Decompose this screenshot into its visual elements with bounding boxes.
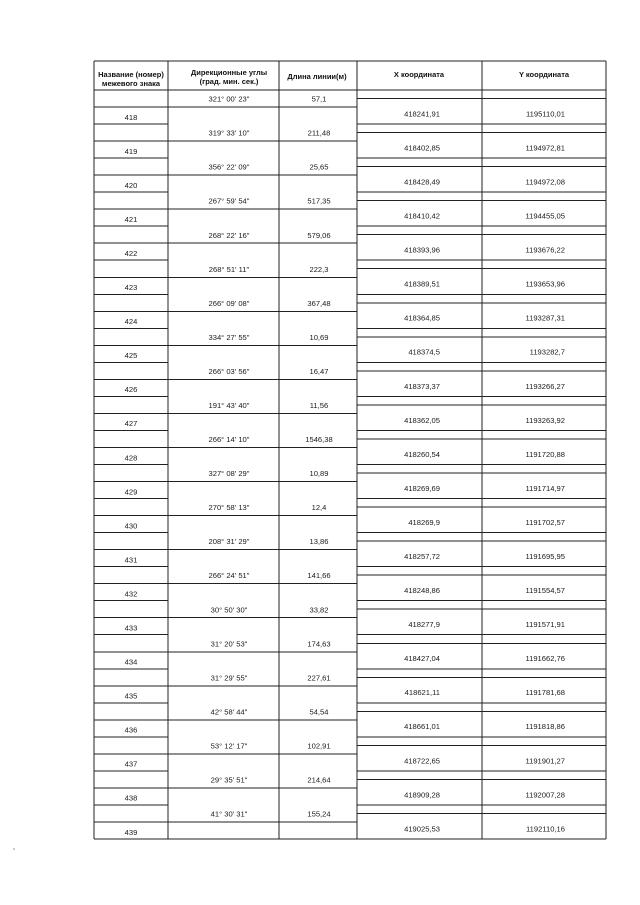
angle-cell: 53° 12' 17" [210, 741, 248, 751]
point-name-cell: 433 [124, 623, 138, 633]
length-cell: 102,91 [307, 741, 331, 751]
x-coordinate-cell: 418269,69 [404, 483, 440, 493]
length-cell: 174,63 [307, 639, 331, 649]
point-name-cell: 430 [124, 521, 138, 531]
y-coordinate-cell: 1192110,16 [526, 824, 565, 834]
header-name-line1: Название (номер) [98, 70, 164, 79]
length-cell: 155,24 [307, 809, 331, 819]
angle-cell: 356° 22' 09" [208, 162, 250, 172]
point-name-cell: 425 [124, 351, 138, 361]
y-coordinate-cell: 1194972,81 [525, 143, 565, 153]
point-name-cell: 439 [124, 827, 138, 837]
point-name-cell: 424 [124, 317, 138, 327]
x-coordinate-cell: 418277,9 [408, 620, 440, 630]
angle-cell: 334° 27' 55" [208, 332, 250, 342]
angle-cell: 31° 20' 53" [210, 639, 248, 649]
length-cell: 214,64 [307, 775, 331, 785]
point-name-cell: 429 [124, 487, 138, 497]
point-name-cell: 419 [124, 146, 138, 156]
point-name-cell: 427 [124, 419, 138, 429]
point-name-cell: 428 [124, 453, 138, 463]
y-coordinate-cell: 1191818,86 [525, 722, 565, 732]
x-coordinate-cell: 418427,04 [404, 654, 440, 664]
y-coordinate-cell: 1193287,31 [525, 313, 565, 323]
point-name-cell: 431 [124, 555, 138, 565]
length-cell: 211,48 [307, 128, 331, 138]
y-coordinate-cell: 1192007,28 [525, 790, 565, 800]
y-coordinate-cell: 1193263,92 [525, 415, 565, 425]
length-cell: 141,66 [307, 571, 331, 581]
header-name-line2: межевого знака [101, 79, 161, 88]
x-coordinate-cell: 418269,9 [408, 517, 440, 527]
angle-cell: 31° 29' 55" [210, 673, 248, 683]
header-length: Длина линии(м) [287, 72, 347, 81]
point-name-cell: 422 [124, 248, 138, 258]
angle-cell: 319° 33' 10" [208, 128, 250, 138]
x-coordinate-cell: 418257,72 [404, 551, 440, 561]
angle-cell: 41° 30' 31" [210, 809, 248, 819]
first-length-cell: 57,1 [311, 94, 327, 104]
angle-cell: 266° 24' 51" [208, 571, 250, 581]
y-coordinate-cell: 1191571,91 [525, 620, 565, 630]
length-cell: 222,3 [309, 264, 329, 274]
x-coordinate-cell: 418248,86 [404, 586, 440, 596]
length-cell: 227,61 [307, 673, 331, 683]
length-cell: 1546,38 [305, 435, 333, 445]
table-header [98, 68, 570, 88]
length-cell: 367,48 [307, 298, 331, 308]
point-name-cell: 434 [124, 657, 138, 667]
y-coordinate-cell: 1194455,05 [525, 211, 565, 221]
angle-cell: 266° 03' 56" [208, 366, 250, 376]
y-coordinate-cell: 1194972,08 [525, 177, 565, 187]
x-coordinate-cell: 418661,01 [404, 722, 440, 732]
x-coordinate-cell: 418362,05 [404, 415, 440, 425]
header-angle-line1: Дирекционные углы [190, 68, 268, 77]
x-coordinate-cell: 418402,85 [404, 143, 440, 153]
angle-cell: 266° 09' 08" [208, 298, 250, 308]
point-name-cell: 426 [124, 385, 138, 395]
x-coordinate-cell: 418428,49 [404, 177, 440, 187]
y-coordinate-cell: 1195110,01 [526, 109, 565, 119]
length-cell: 54,54 [309, 707, 329, 717]
angle-cell: 268° 22' 16" [208, 230, 250, 240]
length-cell: 517,35 [307, 196, 331, 206]
angle-cell: 267° 59' 54" [208, 196, 250, 206]
angle-cell: 29° 35' 51" [210, 775, 248, 785]
point-name-cell: 432 [124, 589, 138, 599]
y-coordinate-cell: 1191781,68 [525, 688, 565, 698]
length-cell: 12,4 [311, 503, 327, 513]
length-cell: 25,65 [309, 162, 329, 172]
y-coordinate-cell: 1191720,88 [525, 449, 565, 459]
header-y-coordinate: Y координата [518, 70, 570, 79]
angle-cell: 208° 31' 29" [208, 537, 250, 547]
header-x-coordinate: X координата [393, 70, 445, 79]
x-coordinate-cell: 418909,28 [404, 790, 440, 800]
point-name-cell: 423 [124, 283, 138, 293]
x-coordinate-cell: 418260,54 [404, 449, 440, 459]
x-coordinate-cell: 419025,53 [404, 824, 440, 834]
length-cell: 33,82 [309, 605, 329, 615]
x-coordinate-cell: 418393,96 [404, 245, 440, 255]
x-coordinate-cell: 418364,85 [404, 313, 440, 323]
length-cell: 16,47 [309, 366, 329, 376]
x-coordinate-cell: 418722,65 [404, 756, 440, 766]
y-coordinate-cell: 1193653,96 [525, 279, 565, 289]
angle-cell: 266° 14' 10" [208, 435, 250, 445]
y-coordinate-cell: 1191702,57 [525, 517, 565, 527]
point-name-cell: 418 [124, 112, 138, 122]
angle-cell: 30° 50' 30" [210, 605, 248, 615]
y-coordinate-cell: 1191901,27 [525, 756, 565, 766]
x-coordinate-cell: 418621,11 [404, 688, 440, 698]
x-coordinate-cell: 418241,91 [404, 109, 440, 119]
y-coordinate-cell: 1193676,22 [525, 245, 565, 255]
scan-speck [13, 848, 15, 850]
length-cell: 10,89 [309, 469, 329, 479]
point-name-cell: 435 [124, 691, 138, 701]
length-cell: 579,06 [307, 230, 331, 240]
length-cell: 11,56 [309, 400, 329, 410]
y-coordinate-cell: 1191554,57 [525, 586, 565, 596]
header-angle-line2: (град. мин. сек.) [199, 77, 259, 86]
length-cell: 13,86 [309, 537, 329, 547]
point-name-cell: 420 [124, 180, 138, 190]
angle-cell: 327° 08' 29" [208, 469, 250, 479]
y-coordinate-cell: 1193266,27 [525, 381, 565, 391]
angle-cell: 270° 58' 13" [208, 503, 250, 513]
y-coordinate-cell: 1193282,7 [529, 347, 565, 357]
x-coordinate-cell: 418389,51 [404, 279, 440, 289]
x-coordinate-cell: 418410,42 [404, 211, 440, 221]
angle-cell: 42° 58' 44" [210, 707, 248, 717]
x-coordinate-cell: 418373,37 [404, 381, 440, 391]
point-name-cell: 436 [124, 725, 138, 735]
y-coordinate-cell: 1191695,95 [525, 551, 565, 561]
point-name-cell: 438 [124, 793, 138, 803]
x-coordinate-cell: 418374,5 [408, 347, 440, 357]
table-body [125, 95, 565, 837]
length-cell: 10,69 [309, 332, 329, 342]
y-coordinate-cell: 1191714,97 [525, 483, 565, 493]
first-angle-cell: 321° 00' 23" [208, 94, 250, 104]
angle-cell: 268° 51' 11" [208, 264, 250, 274]
point-name-cell: 437 [124, 759, 138, 769]
point-name-cell: 421 [124, 214, 138, 224]
angle-cell: 191° 43' 40" [208, 400, 250, 410]
y-coordinate-cell: 1191662,76 [525, 654, 565, 664]
